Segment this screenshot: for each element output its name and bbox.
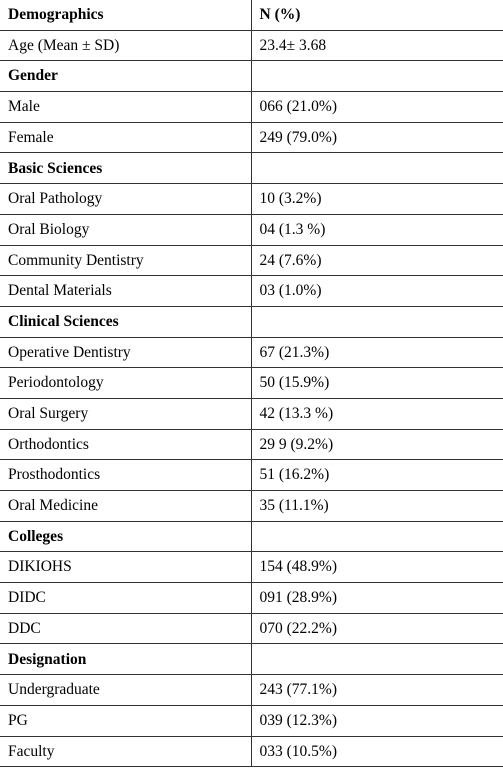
table-header-row [0, 0, 503, 30]
row-label-cell: Dental Materials [0, 276, 251, 307]
table-row [0, 184, 503, 215]
row-value-cell: 154 (48.9%) [251, 552, 503, 583]
row-value-cell: 10 (3.2%) [251, 184, 503, 215]
row-label-cell: Faculty [0, 736, 251, 767]
row-label-cell: Periodontology [0, 368, 251, 399]
row-label-cell: Prosthodontics [0, 460, 251, 491]
table-row [0, 245, 503, 276]
row-label-cell: Community Dentistry [0, 245, 251, 276]
row-label-cell: Oral Medicine [0, 491, 251, 522]
row-label-cell: Age (Mean ± SD) [0, 30, 251, 61]
row-value-cell: 42 (13.3 %) [251, 398, 503, 429]
section-label-cell: Clinical Sciences [0, 306, 251, 337]
table-row [0, 398, 503, 429]
table-row [0, 675, 503, 706]
section-row [0, 644, 503, 675]
row-label-cell: Undergraduate [0, 675, 251, 706]
row-value-cell: 249 (79.0%) [251, 122, 503, 153]
row-label-cell: Oral Surgery [0, 398, 251, 429]
row-label-cell: Male [0, 92, 251, 123]
row-label-cell: Orthodontics [0, 429, 251, 460]
table-row [0, 30, 503, 61]
row-label-cell: Operative Dentistry [0, 337, 251, 368]
section-row [0, 61, 503, 92]
row-value-cell: 23.4± 3.68 [251, 30, 503, 61]
row-value-cell: 066 (21.0%) [251, 92, 503, 123]
row-value-cell: 243 (77.1%) [251, 675, 503, 706]
table-row [0, 552, 503, 583]
row-value-cell [251, 61, 503, 92]
table-row [0, 429, 503, 460]
table-row [0, 337, 503, 368]
row-label-cell: DIDC [0, 583, 251, 614]
row-value-cell [251, 306, 503, 337]
table-row [0, 368, 503, 399]
table-row [0, 736, 503, 767]
row-value-cell: 04 (1.3 %) [251, 214, 503, 245]
row-value-cell [251, 521, 503, 552]
row-value-cell: 070 (22.2%) [251, 613, 503, 644]
table-row [0, 214, 503, 245]
row-value-cell: 35 (11.1%) [251, 491, 503, 522]
row-label-cell: Female [0, 122, 251, 153]
table-row [0, 122, 503, 153]
row-label-cell: Oral Biology [0, 214, 251, 245]
row-value-cell: 51 (16.2%) [251, 460, 503, 491]
header-value-cell: N (%) [251, 0, 503, 30]
row-value-cell: 67 (21.3%) [251, 337, 503, 368]
section-label-cell: Basic Sciences [0, 153, 251, 184]
table-row [0, 491, 503, 522]
row-value-cell: 039 (12.3%) [251, 705, 503, 736]
row-value-cell: 091 (28.9%) [251, 583, 503, 614]
row-value-cell: 24 (7.6%) [251, 245, 503, 276]
row-label-cell: DDC [0, 613, 251, 644]
section-label-cell: Gender [0, 61, 251, 92]
section-label-cell: Designation [0, 644, 251, 675]
row-value-cell [251, 644, 503, 675]
row-value-cell: 29 9 (9.2%) [251, 429, 503, 460]
section-row [0, 521, 503, 552]
section-row [0, 153, 503, 184]
row-label-cell: PG [0, 705, 251, 736]
table-row [0, 276, 503, 307]
table-row [0, 583, 503, 614]
row-label-cell: Oral Pathology [0, 184, 251, 215]
row-value-cell: 03 (1.0%) [251, 276, 503, 307]
row-value-cell [251, 153, 503, 184]
section-label-cell: Colleges [0, 521, 251, 552]
section-row [0, 306, 503, 337]
row-value-cell: 50 (15.9%) [251, 368, 503, 399]
header-label-cell: Demographics [0, 0, 251, 30]
table-row [0, 705, 503, 736]
row-value-cell: 033 (10.5%) [251, 736, 503, 767]
table-row [0, 613, 503, 644]
table-row [0, 92, 503, 123]
row-label-cell: DIKIOHS [0, 552, 251, 583]
table-row [0, 460, 503, 491]
